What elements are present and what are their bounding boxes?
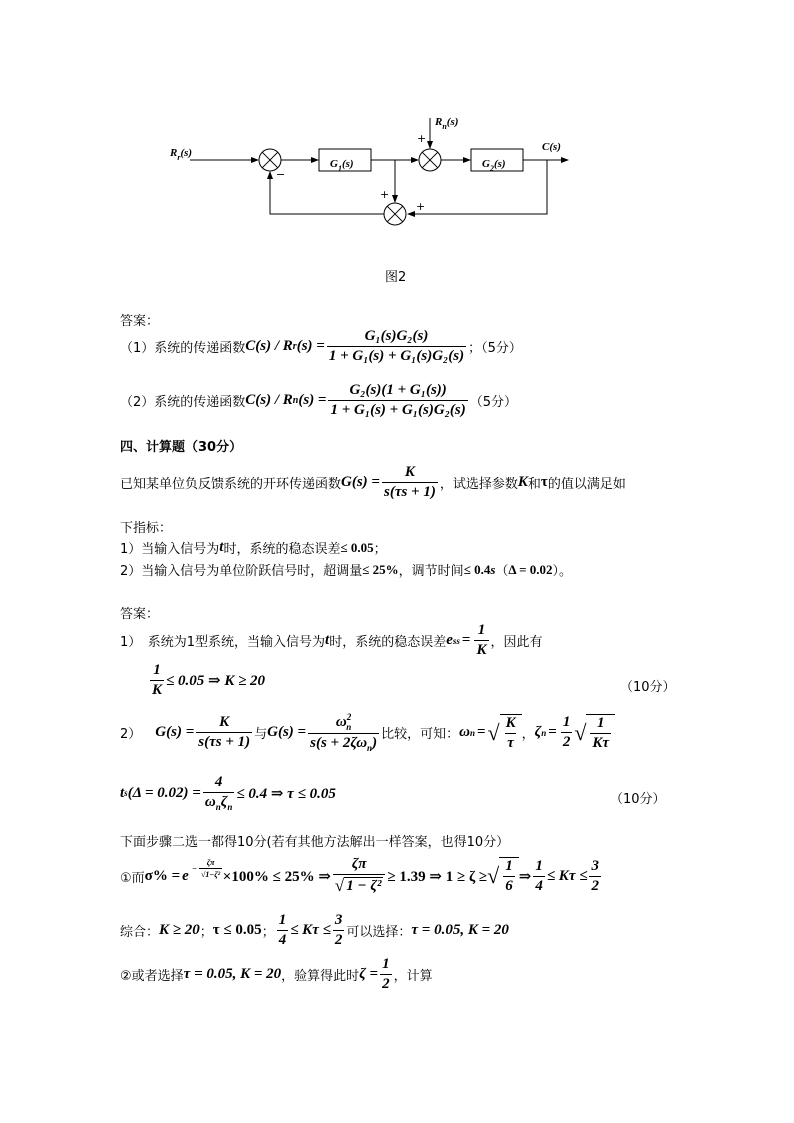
answer1-item2: （2）系统的传递函数 C(s) / R n (s) = $\frac{\text{G₂(s)(1 + G₁(s))}}{\text{1 + G₁(s) + G₁(s)G₂(s)}}$ （5分） — [120, 382, 518, 418]
sum1-minus-sign: − — [276, 168, 286, 181]
sum3-plus-right: + — [416, 200, 426, 213]
indicator-1: 1）当输入信号为 t 时，系统的稳态误差 ≤ 0.05 ； — [120, 539, 387, 557]
method-1: ①而 σ% = e − $\frac{\zeta\pi}{\text{√1−ζ²}}$ ×100% ≤ 25% ⇒ ζπ √ 1 − ζ² ≥ 1.39 ⇒ 1 ≥ ζ ≥ √ $\frac{1}{6}$ ⇒ $\frac{1}{4}$ ≤ Kτ ≤ $\frac{3}{2}$ — [120, 856, 599, 895]
indicators-intro: 下指标： — [120, 521, 173, 536]
solution-step-1-inequality: $\frac{1}{K}$ ≤ 0.05 ⇒ K ≥ 20 — [152, 662, 266, 698]
block-g2-label: $G_2(s)$ — [482, 158, 506, 174]
sum2-plus-sign: + — [417, 132, 427, 145]
section-heading: 四、计算题（30分） — [120, 440, 243, 455]
transfer-fraction-1: $\frac{\text{G₁(s)G₂(s)}}{\text{1 + G₁(s) + G₁(s)G₂(s)}}$ — [328, 328, 465, 364]
block-diagram — [0, 0, 794, 290]
answer-label-1: 答案： — [120, 314, 160, 329]
figure-caption: 图2 — [385, 270, 407, 285]
summary-line: 综合： K ≥ 20 ； τ ≤ 0.05 ； $\frac{1}{4}$ ≤ Kτ ≤ $\frac{3}{2}$ 可以选择： τ = 0.05, K = 20 — [120, 912, 509, 948]
summing-junction-3 — [384, 203, 406, 225]
summing-junction-2 — [419, 149, 441, 171]
block-g1-label: $G_1(s)$ — [330, 158, 354, 174]
score-step-2: （10分） — [610, 792, 666, 807]
output-label: C(s) — [542, 141, 561, 153]
score-step-1: （10分） — [620, 680, 676, 695]
solution-step-1: 1） 系统为1型系统，当输入信号为 t 时，系统的稳态误差 e ss = $\frac{1}{K}$ ，因此有 — [120, 622, 543, 658]
problem-statement: 已知某单位负反馈系统的开环传递函数 G(s) = $\frac{K}{s(\tau s + 1)}$ ，试选择参数 K 和 τ 的值以满足如 — [120, 464, 626, 500]
method-2: ②或者选择 τ = 0.05, K = 20 ，验算得此时 ζ = $\frac{1}{2}$ ，计算 — [120, 956, 433, 992]
answer-label-2: 答案： — [120, 607, 160, 622]
transfer-fraction-2: $\frac{\text{G₂(s)(1 + G₁(s))}}{\text{1 + G₁(s) + G₁(s)G₂(s)}}$ — [330, 382, 466, 418]
disturbance-label: $R_n(s)$ — [435, 116, 459, 132]
indicator-2: 2）当输入信号为单位阶跃信号时，超调量 ≤ 25% ，调节时间 ≤ 0.4 s （ Δ = 0.02 ）。 — [120, 561, 573, 579]
settling-time-equation: t s (Δ = 0.02) = $\frac{4}{\omega_n\zeta_n}$ ≤ 0.4 ⇒ τ ≤ 0.05 — [120, 774, 336, 812]
steps-note: 下面步骤二选一都得10分(若有其他方法解出一样答案，也得10分） — [120, 835, 510, 850]
sum3-plus-top: + — [380, 188, 390, 201]
solution-step-2: 2） G(s) = $\frac{K}{s(\tau s + 1)}$ 与 G(s) = $\frac{\omega^2_n}{s(s + 2\zeta\omega_n)}$ 比较，可知： ω n = √ $\frac{K}{\tau}$ ， ζ n = $\frac{1}{2}$ √ $\frac{1}{K\tau}$ — [120, 712, 615, 753]
input-label: $R_r(s)$ — [170, 147, 193, 163]
answer1-item1: （1）系统的传递函数 C(s) / R r (s) = $\frac{\text{G₁(s)G₂(s)}}{\text{1 + G₁(s) + G₁(s)G₂(s)}}$ ；（5分） — [120, 328, 522, 364]
